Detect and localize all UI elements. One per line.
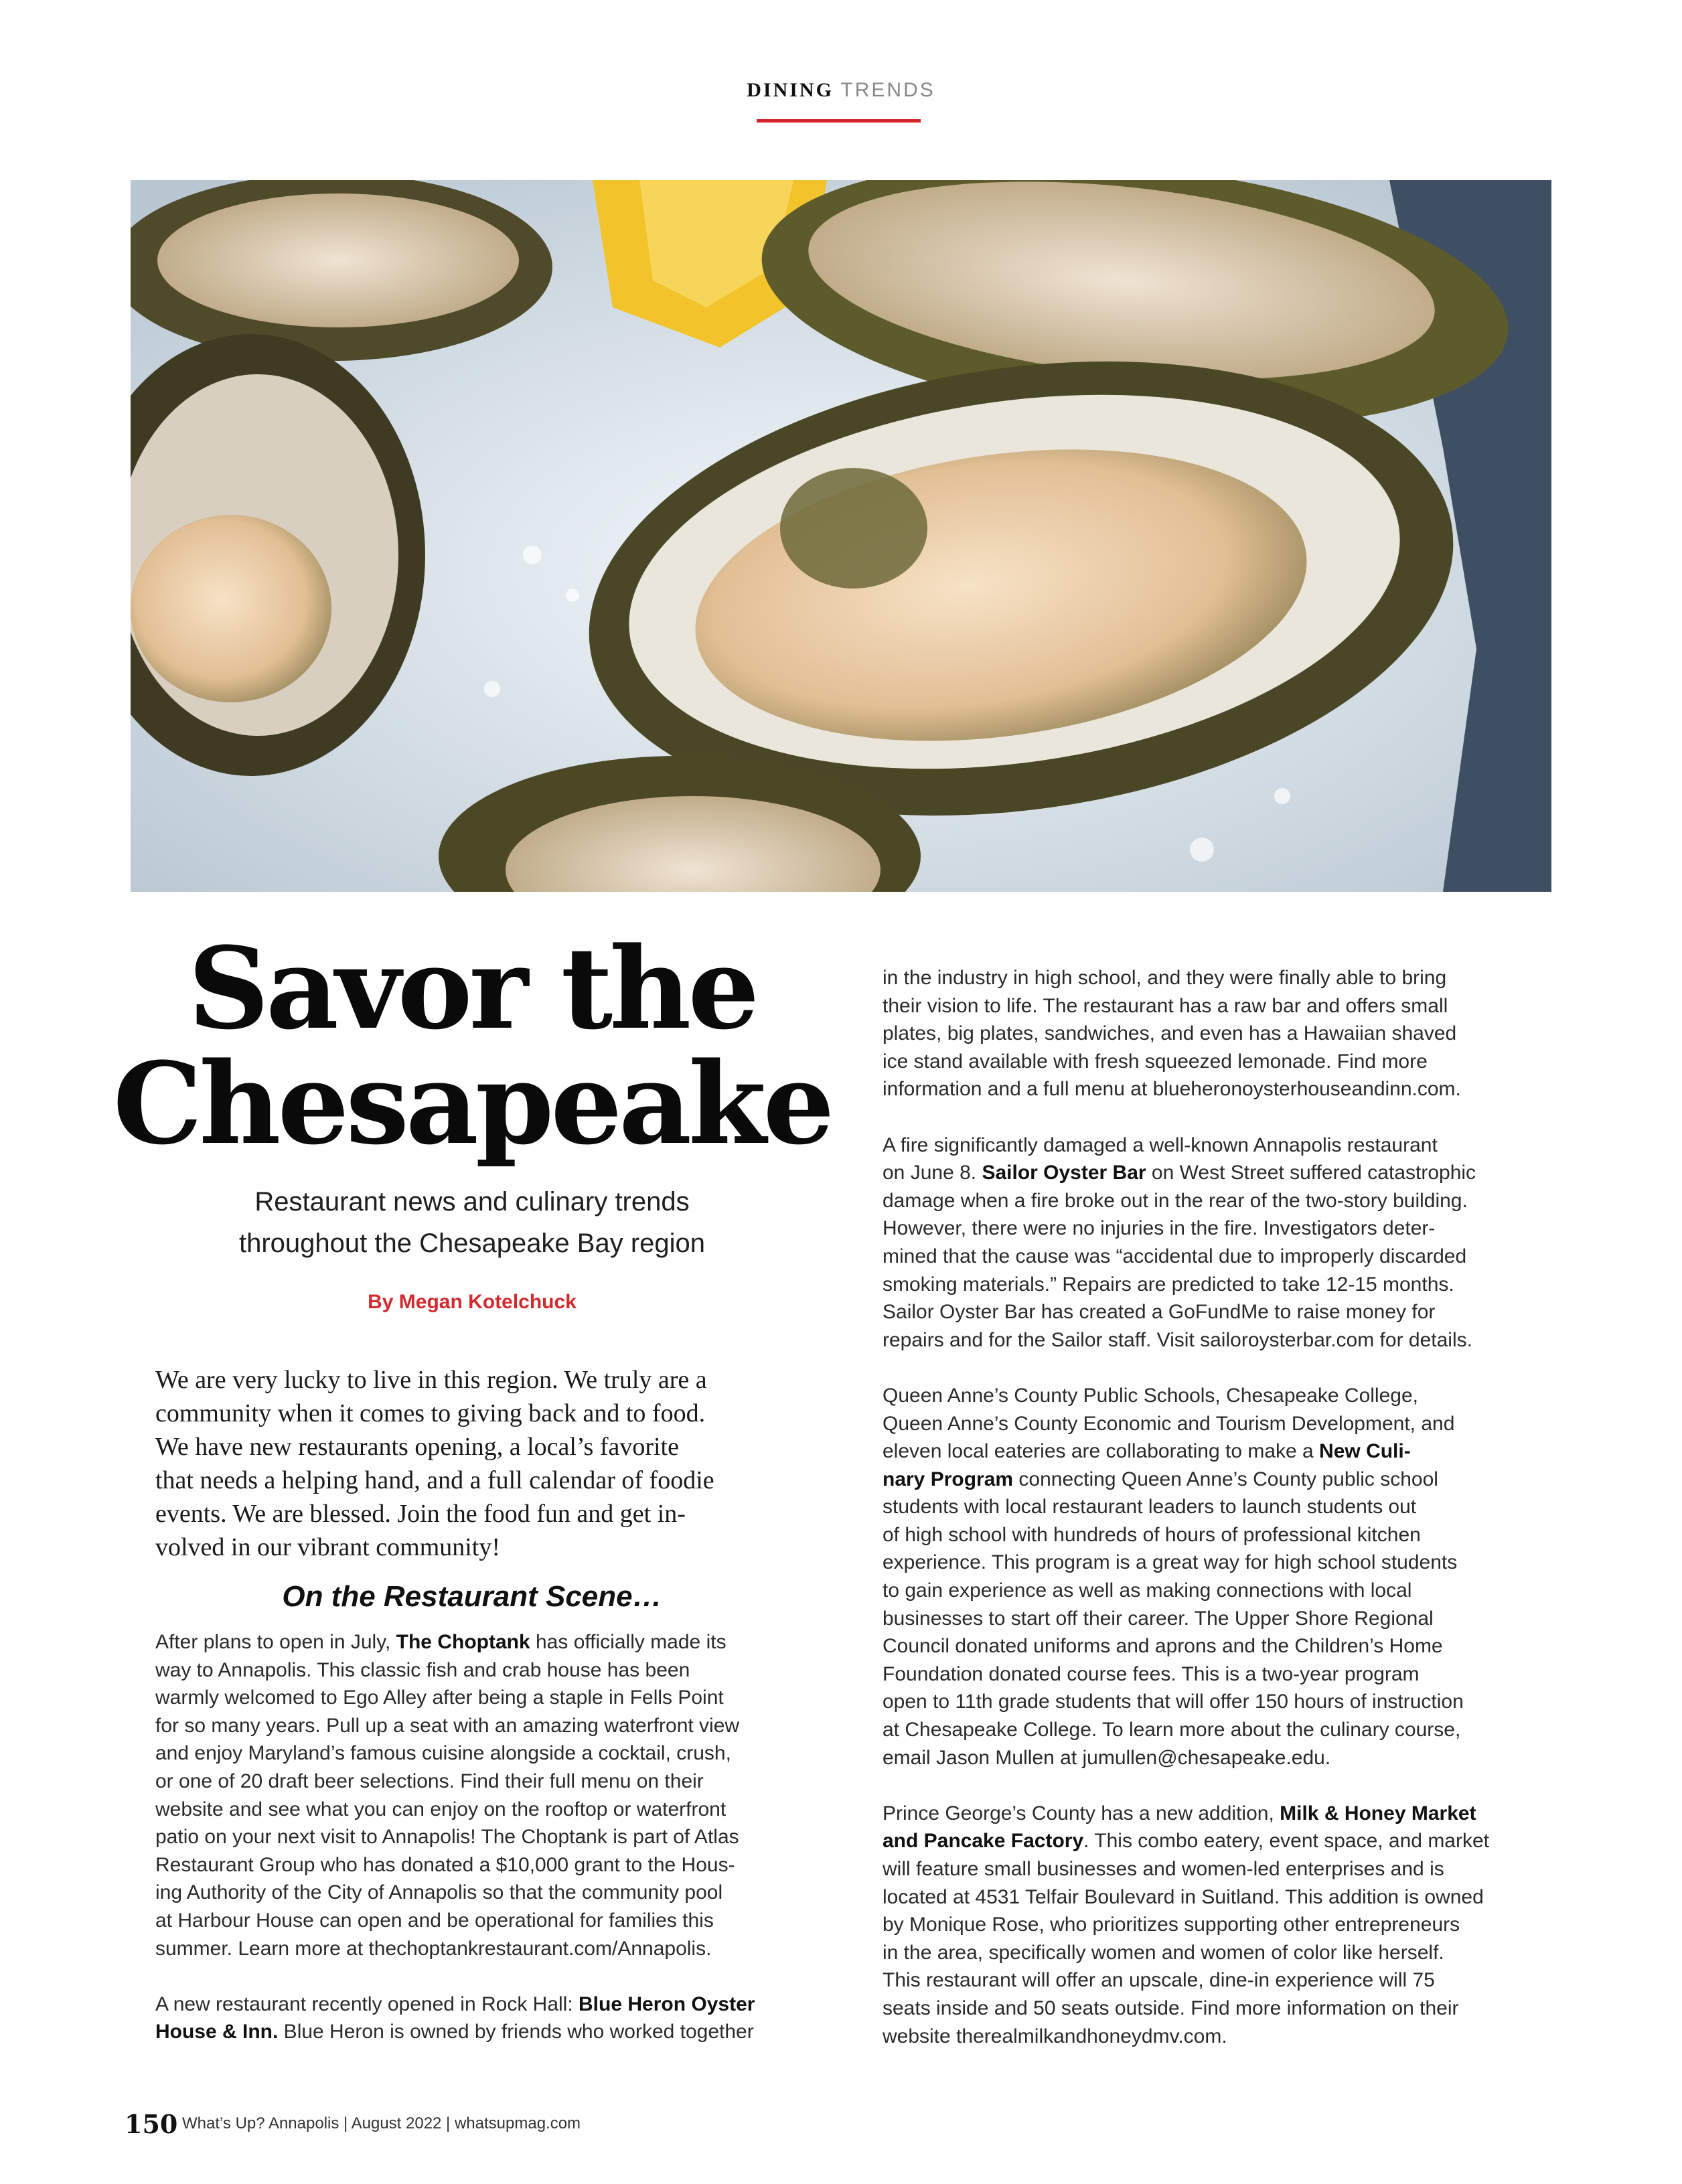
- paragraph-gap: [883, 1103, 1552, 1132]
- restaurant-name-choptank: The Choptank: [396, 1631, 530, 1653]
- byline: By Megan Kotelchuck: [368, 1291, 577, 1313]
- intro-line: events. We are blessed. Join the food fun and get in-: [155, 1500, 686, 1528]
- culinary-line: to gain experience as well as making connections with local: [883, 1579, 1412, 1602]
- choptank-line: warmly welcomed to Ego Alley after being a staple in Fells Point: [155, 1687, 724, 1709]
- blue-heron-line: in the industry in high school, and they were finally able to bring: [883, 967, 1447, 989]
- paragraph-gap: [883, 1772, 1552, 1800]
- section-label-dining: DINING: [747, 79, 834, 101]
- blue-heron-line: information and a full menu at blueheronoysterhouseandinn.com.: [883, 1078, 1461, 1101]
- milk-honey-line: located at 4531 Telfair Boulevard in Suitland. This addition is owned: [883, 1885, 1484, 1908]
- text-run: connecting Queen Anne’s County public school: [1013, 1468, 1438, 1490]
- restaurant-name-blue-heron: Blue Heron Oyster: [579, 1993, 755, 2015]
- sailor-line: damage when a fire broke out in the rear of the two-story building.: [883, 1189, 1468, 1212]
- choptank-line: patio on your next visit to Annapolis! The Choptank is part of Atlas: [155, 1826, 739, 1849]
- text-run: eleven local eateries are collaborating to make a: [883, 1440, 1320, 1463]
- milk-honey-line: by Monique Rose, who prioritizes supporting other entrepreneurs: [883, 1914, 1460, 1936]
- choptank-line: ing Authority of the City of Annapolis so that the community pool: [155, 1881, 723, 1904]
- culinary-line: of high school with hundreds of hours of professional kitchen: [883, 1523, 1421, 1546]
- intro-paragraph: [155, 1363, 785, 1564]
- left-column: [155, 1628, 791, 2046]
- restaurant-name-blue-heron-cont: House & Inn.: [155, 2021, 279, 2043]
- culinary-line: [883, 1466, 1552, 1494]
- choptank-line: for so many years. Pull up a seat with an amazing waterfront view: [155, 1714, 740, 1737]
- choptank-line: Restaurant Group who has donated a $10,000 grant to the Hous-: [155, 1853, 735, 1876]
- choptank-line: and enjoy Maryland’s famous cuisine alongside a cocktail, crush,: [155, 1742, 731, 1765]
- culinary-line: open to 11th grade students that will offer 150 hours of instruction: [883, 1691, 1464, 1713]
- sailor-line: However, there were no injuries in the fire. Investigators deter-: [883, 1217, 1436, 1240]
- right-column: [883, 964, 1552, 2050]
- intro-line: that needs a helping hand, and a full calendar of foodie: [155, 1466, 714, 1494]
- sailor-line: smoking materials.” Repairs are predicted to take 12-15 months.: [883, 1273, 1454, 1296]
- blue-heron-line: [155, 1991, 791, 2019]
- culinary-line: at Chesapeake College. To learn more about the culinary course,: [883, 1719, 1461, 1741]
- text-run: Blue Heron is owned by friends who worked together: [278, 2021, 754, 2043]
- program-name-cont: nary Program: [883, 1468, 1014, 1490]
- dek-line1: Restaurant news and culinary trends: [254, 1187, 690, 1217]
- culinary-line: Queen Anne’s County Public Schools, Chesapeake College,: [883, 1384, 1418, 1407]
- program-name: New Culi-: [1319, 1440, 1411, 1463]
- choptank-line: [155, 1628, 791, 1656]
- dek-line2: throughout the Chesapeake Bay region: [238, 1229, 706, 1258]
- sailor-line: repairs and for the Sailor staff. Visit sailoroysterbar.com for details.: [883, 1328, 1472, 1351]
- article-title-line1: Savor the: [187, 922, 757, 1055]
- blue-heron-line: [155, 2018, 791, 2046]
- article-title-line2: Chesapeake: [112, 1037, 832, 1170]
- intro-line: volved in our vibrant community!: [155, 1533, 501, 1561]
- text-run: on June 8.: [883, 1162, 982, 1184]
- page-number: 150: [125, 2109, 178, 2139]
- milk-honey-line: seats inside and 50 seats outside. Find more information on their: [883, 1997, 1459, 2019]
- choptank-line: or one of 20 draft beer selections. Find their full menu on their: [155, 1770, 704, 1792]
- text-run: After plans to open in July,: [155, 1631, 396, 1653]
- text-run: Prince George’s County has a new addition,: [883, 1802, 1280, 1824]
- milk-honey-line: [883, 1827, 1552, 1855]
- choptank-line: summer. Learn more at thechoptankrestaurant.com/Annapolis.: [155, 1937, 712, 1960]
- paragraph-gap: [155, 1962, 791, 1991]
- culinary-line: experience. This program is a great way for high school students: [883, 1551, 1458, 1574]
- sailor-line: [883, 1159, 1552, 1187]
- paragraph-gap: [883, 1354, 1552, 1382]
- culinary-line: Council donated uniforms and aprons and the Children’s Home: [883, 1635, 1443, 1658]
- culinary-line: Queen Anne’s County Economic and Tourism Development, and: [883, 1412, 1455, 1435]
- choptank-line: at Harbour House can open and be operational for families this: [155, 1909, 714, 1932]
- restaurant-name-milk-honey: Milk & Honey Market: [1280, 1802, 1476, 1824]
- article-title: [107, 922, 837, 1170]
- footer-info: What’s Up? Annapolis | August 2022 | whatsupmag.com: [182, 2114, 581, 2132]
- section-rule: [757, 119, 921, 123]
- blue-heron-line: their vision to life. The restaurant has a raw bar and offers small: [883, 994, 1448, 1017]
- article-dek: [134, 1181, 810, 1264]
- milk-honey-line: in the area, specifically women and women of color like herself.: [883, 1941, 1444, 1964]
- section-label: [0, 79, 1682, 102]
- text-run: on West Street suffered catastrophic: [1146, 1162, 1476, 1184]
- culinary-line: [883, 1437, 1552, 1466]
- milk-honey-line: [883, 1800, 1552, 1828]
- text-run: . This combo eatery, event space, and market: [1083, 1830, 1489, 1853]
- section-label-trends: TRENDS: [840, 79, 935, 101]
- culinary-line: businesses to start off their career. The Upper Shore Regional: [883, 1607, 1434, 1630]
- culinary-line: email Jason Mullen at jumullen@chesapeake.edu.: [883, 1746, 1331, 1769]
- choptank-line: website and see what you can enjoy on the rooftop or waterfront: [155, 1798, 727, 1820]
- culinary-line: students with local restaurant leaders to launch students out: [883, 1496, 1417, 1518]
- sailor-line: A fire significantly damaged a well-known Annapolis restaurant: [883, 1134, 1438, 1156]
- culinary-line: Foundation donated course fees. This is a two-year program: [883, 1662, 1420, 1685]
- text-run: has officially made its: [530, 1631, 727, 1653]
- intro-line: We are very lucky to live in this region. We truly are a: [155, 1366, 707, 1394]
- milk-honey-line: website therealmilkandhoneydmv.com.: [883, 2025, 1227, 2047]
- choptank-line: way to Annapolis. This classic fish and crab house has been: [155, 1658, 690, 1681]
- section-subhead: On the Restaurant Scene…: [282, 1580, 662, 1613]
- blue-heron-line: plates, big plates, sandwiches, and even has a Hawaiian shaved: [883, 1022, 1457, 1045]
- sailor-line: Sailor Oyster Bar has created a GoFundMe to raise money for: [883, 1301, 1436, 1324]
- oysters-photo: [131, 180, 1551, 892]
- restaurant-name-sailor: Sailor Oyster Bar: [982, 1162, 1146, 1184]
- intro-line: community when it comes to giving back and to food.: [155, 1399, 706, 1427]
- text-run: A new restaurant recently opened in Rock Hall:: [155, 1993, 579, 2015]
- restaurant-name-milk-honey-cont: and Pancake Factory: [883, 1830, 1084, 1853]
- milk-honey-line: This restaurant will offer an upscale, dine-in experience will 75: [883, 1969, 1435, 1992]
- sailor-line: mined that the cause was “accidental due to improperly discarded: [883, 1245, 1467, 1267]
- blue-heron-line: ice stand available with fresh squeezed lemonade. Find more: [883, 1050, 1428, 1073]
- milk-honey-line: will feature small businesses and women-led enterprises and is: [883, 1858, 1444, 1880]
- intro-line: We have new restaurants opening, a local’s favorite: [155, 1433, 679, 1461]
